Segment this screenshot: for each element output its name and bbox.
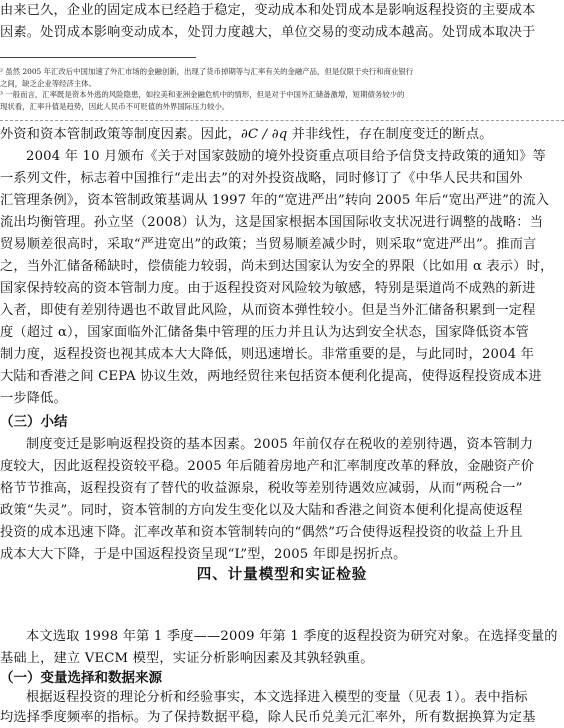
nonlinear-text-before: 外资和资本管制政策等制度因素。因此， (0, 127, 241, 142)
model-line-2: 基础上，建立 VECM 模型，实证分析影响因素及其孰轻孰重。 (0, 651, 374, 666)
policy-line-10: 制力度，返程投资也视其成本大大降低，则迅速增长。非常重要的是，与此同时，2004 年 (0, 347, 535, 362)
policy-paragraph (0, 146, 564, 410)
policy-line-8: 入者，即使有差别待遇也不敢冒此风险，从而资本弹性较小。但是当外汇储备积累到一定程 (0, 303, 536, 318)
model-paragraph (0, 626, 564, 670)
policy-line-5: 贸易顺差很高时，采取“严进宽出”的政策；当贸易顺差减少时，则采取“宽进严出”。推而言 (0, 237, 537, 252)
intro-paragraph (0, 0, 564, 44)
summary-line-6: 成本大大下降，于是中国返程投资呈现“L”型，2005 年即是拐折点。 (0, 547, 407, 562)
policy-line-1: 2004 年 10 月颁布《关于对国家鼓励的境外投资重点项目给予信贷支持政策的通知》等 (26, 149, 546, 164)
intro-line-1: 由来已久，企业的固定成本已经趋于稳定，变动成本和处罚成本是影响返程投资的主要成本 (0, 3, 536, 18)
footnote-rule (0, 57, 196, 58)
policy-line-12: 一步降低。 (0, 391, 67, 406)
footnotes (0, 66, 564, 112)
policy-line-7: 国家保持较高的资本管制力度。由于返程投资对风险较为敏感，特别是渠道尚不成熟的新进 (0, 281, 536, 296)
section-heading: 四、计量模型和实证检验 (196, 566, 368, 583)
partial-derivative-symbol: ∂C / ∂q (240, 127, 288, 142)
policy-line-2: 一系列文件，标志着中国推行“走出去”的对外投资战略，同时修订了《中华人民共和国外 (0, 171, 523, 186)
policy-line-6: 之，当外汇储备稀缺时，偿债能力较弱，尚未到达国家认为安全的界限（比如用 α 表示）时， (0, 259, 554, 274)
summary-line-5: 投资的成本迅速下降。汇率改革和资本管制转向的“偶然”巧合使得返程投资的收益上升且 (0, 525, 523, 540)
summary-line-2: 度较大，因此返程投资较平稳。2005 年后随着房地产和汇率制度改革的释放，金融资产价 (0, 459, 535, 474)
nonlinear-text-after: 并非线性，存在制度变迁的断点。 (287, 127, 493, 142)
summary-section (0, 410, 564, 566)
summary-line-1: 制度变迁是影响返程投资的基本因素。2005 年前仅存在税收的差别待遇，资本管制力 (26, 437, 534, 452)
intro-line-2: 因素。处罚成本影响变动成本，处罚力度越大，单位交易的变动成本越高。处罚成本取决于 (0, 25, 536, 40)
model-line-1: 本文选取 1998 年第 1 季度——2009 年第 1 季度的返程投资为研究对象。在选择变量的 (26, 629, 558, 644)
footnote-2-line-1: ² 虽然 2005 年汇改后中国加速了外汇市场的金融创新，出现了货币掉期等与汇率有关的金融产品，但是仅限于央行和商业银行 (0, 67, 414, 76)
variables-section (0, 668, 564, 728)
footnote-3-line-1: ³ 一般而言，汇率既是资本外逃的风险隐患，如拉美和亚洲金融危机中的情形，但是对于中国外汇储备激增，短期债务较少的 (0, 90, 405, 99)
footnote-2-line-2: 之间，缺乏企业等经济主体。 (0, 78, 97, 88)
variables-line-2: 均选择季度频率的指标。为了保持数据平稳，除人民币兑美元汇率外，所有数据换算为定基 (0, 710, 536, 725)
nonlinear-paragraph (0, 124, 564, 146)
summary-line-4: 政策“失灵”。同时，资本管制的方向发生变化以及大陆和香港之间资本便利化提高使返程 (0, 503, 523, 518)
variables-line-1: 根据返程投资的理论分析和经验事实，本文选择进入模型的变量（见表 1）。表中指标 (26, 690, 528, 705)
footnote-3-line-2: 现状看，汇率升值是趋势，因此人民币不可贬值的外界国际压力较小。 (0, 101, 230, 111)
subsection-heading-variables: （一）变量选择和数据来源 (0, 670, 162, 686)
policy-line-9: 度（超过 α），国家面临外汇储备集中管理的压力并且认为达到安全状态，国家降低资本管 (0, 325, 530, 340)
policy-line-4: 流出均衡管理。孙立坚（2008）认为，这是国家根据本国国际收支状况进行调整的战略：当 (0, 215, 544, 230)
page-break-separator (0, 120, 564, 121)
summary-line-3: 格节节推高，返程投资有了替代的收益源泉，税收等差别待遇效应减弱，从而“两税合一” (0, 481, 523, 496)
policy-line-11: 大陆和香港之间 CEPA 协议生效，两地经贸往来包括资本便利化提高，使得返程投资成本进 (0, 369, 542, 384)
nonlinear-line (0, 124, 564, 146)
subsection-heading-summary: （三）小结 (0, 414, 68, 430)
policy-line-3: 汇管理条例》，资本管制政策基调从 1997 年的“宽进严出”转向 2005 年后“宽出严进”的流入 (0, 193, 550, 208)
